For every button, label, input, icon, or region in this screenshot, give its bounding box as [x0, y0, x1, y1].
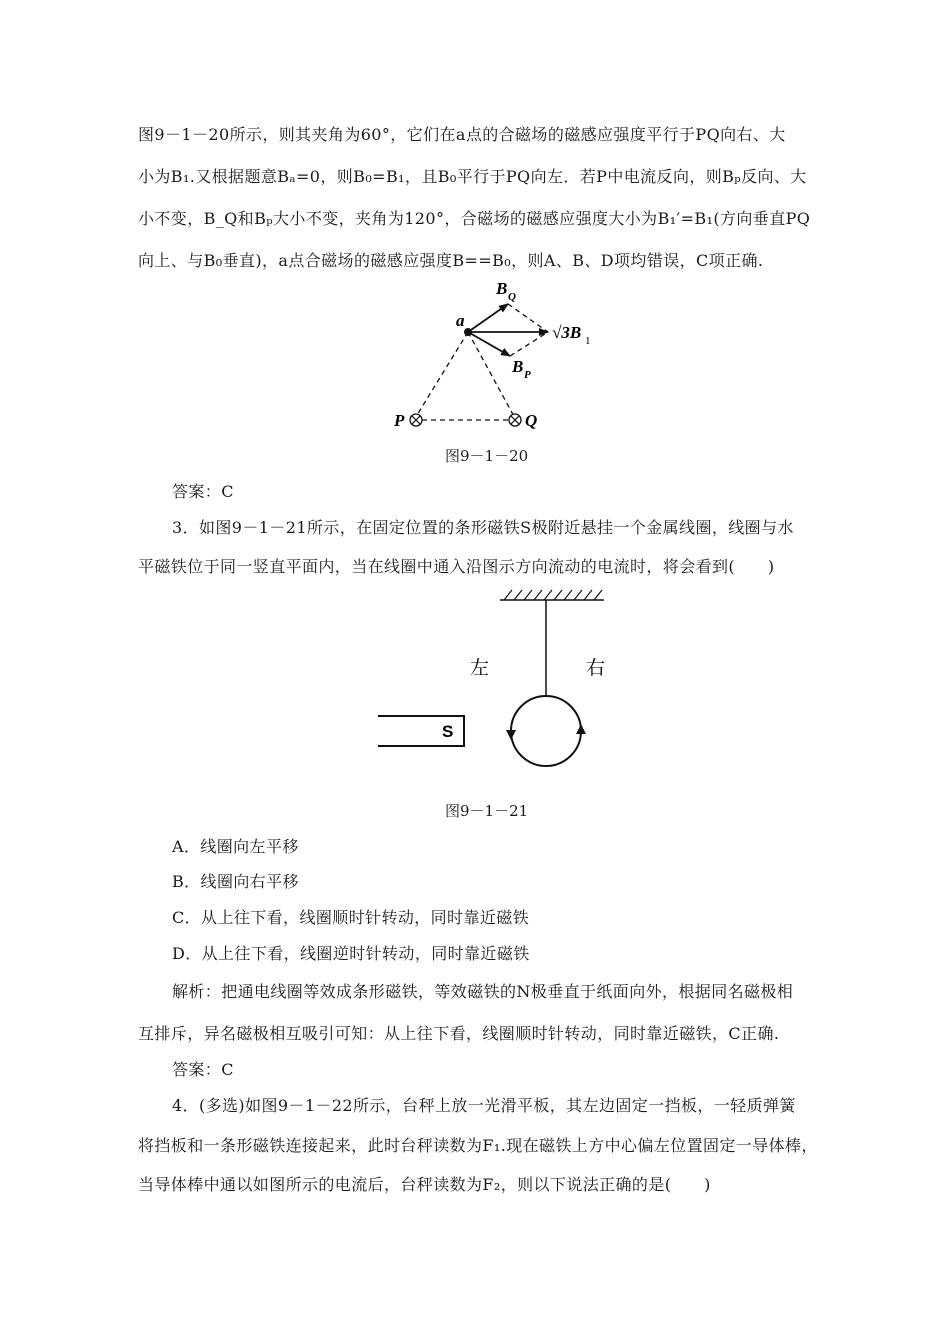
- option-D: D．从上往下看，线圈逆时针转动，同时靠近磁铁: [172, 944, 530, 963]
- analysis3-line-2: 互排斥，异名磁极相互吸引可知：从上往下看，线圈顺时针转动，同时靠近磁铁，C正确.: [138, 1024, 780, 1043]
- label-Q: Q: [525, 411, 538, 430]
- label-BQ: B: [496, 279, 508, 298]
- question4-line-2: 将挡板和一条形磁铁连接起来，此时台秤读数为F₁.现在磁铁上方中心偏左位置固定一导体棒，: [138, 1136, 818, 1155]
- dashed-line-BQ-tip: [508, 304, 548, 332]
- coil-arrow-left: [506, 730, 516, 740]
- vector-BQ: [468, 304, 508, 332]
- paragraph-line-4: 向上、与B₀垂直)，a点合磁场的磁感应强度B==B₀，则A、B、D项均错误，C项正确.: [138, 251, 764, 270]
- answer-2: 答案：C: [172, 482, 234, 501]
- figure-caption-21: 图9－1－21: [445, 802, 529, 820]
- figure-9-1-20: [370, 278, 610, 443]
- label-resultant-sub: 1: [585, 335, 591, 347]
- label-BP: B: [512, 357, 524, 376]
- label-BP-sub: P: [524, 369, 531, 381]
- dashed-line-aP: [414, 332, 468, 420]
- wire-coil: [511, 696, 581, 766]
- option-B: B．线圈向右平移: [172, 872, 299, 891]
- paragraph-line-2: 小为B₁.又根据题意Bₐ=0，则B₀=B₁，且B₀平行于PQ向左．若P中电流反向，则Bₚ反向、大: [138, 167, 807, 186]
- figure-caption-20: 图9－1－20: [445, 447, 529, 465]
- question3-line-2: 平磁铁位于同一竖直平面内，当在线圈中通入沿图示方向流动的电流时，将会看到( ): [138, 557, 775, 576]
- coil-arrow-right: [576, 724, 586, 734]
- label-left: 左: [470, 657, 490, 679]
- option-C: C．从上往下看，线圈顺时针转动，同时靠近磁铁: [172, 908, 530, 927]
- paragraph-line-1: 图9－1－20所示，则其夹角为60°，它们在a点的合磁场的磁感应强度平行于PQ向右、大: [138, 125, 786, 144]
- wire-Q-symbol: [509, 414, 521, 426]
- question4-line-1: 4．(多选)如图9－1－22所示，台秤上放一光滑平板，其左边固定一挡板，一轻质弹簧: [172, 1096, 796, 1115]
- label-BQ-sub: Q: [508, 291, 516, 303]
- label-P: P: [394, 411, 405, 430]
- question4-line-3: 当导体棒中通以如图所示的电流后，台秤读数为F₂，则以下说法正确的是( ): [138, 1175, 711, 1194]
- point-a: [464, 328, 472, 336]
- answer-3: 答案：C: [172, 1060, 234, 1079]
- figure-9-1-21: [370, 586, 620, 786]
- label-S: S: [442, 722, 454, 741]
- label-a: a: [456, 311, 465, 330]
- label-resultant: √3B: [552, 323, 582, 342]
- analysis3-line-1: 解析：把通电线圈等效成条形磁铁，等效磁铁的N极垂直于纸面向外，根据同名磁极相: [172, 982, 794, 1001]
- dashed-line-BP-tip: [510, 332, 548, 356]
- label-right: 右: [586, 657, 606, 679]
- wire-P-symbol: [410, 414, 422, 426]
- ceiling-hatch: [504, 590, 602, 600]
- option-A: A．线圈向左平移: [172, 837, 299, 856]
- paragraph-line-3: 小不变，B_Q和Bₚ大小不变，夹角为120°，合磁场的磁感应强度大小为B₁′=B₁(方向垂直PQ: [138, 209, 811, 228]
- question3-line-1: 3．如图9－1－21所示，在固定位置的条形磁铁S极附近悬挂一个金属线圈，线圈与水: [172, 518, 794, 537]
